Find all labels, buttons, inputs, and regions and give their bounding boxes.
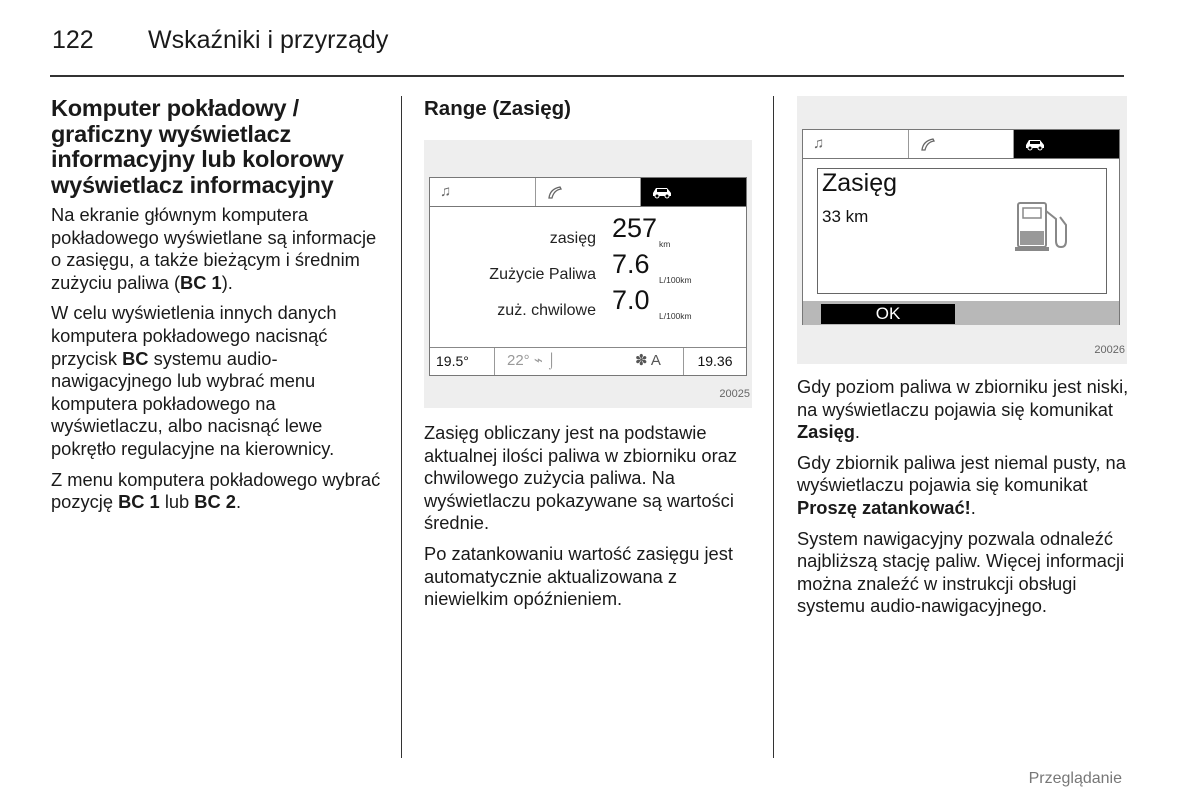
trip-row	[430, 249, 746, 288]
column-2	[424, 96, 754, 619]
page-header	[52, 26, 388, 56]
ok-bar	[803, 301, 1119, 325]
info-display	[802, 129, 1120, 325]
paragraph: Zasięg obliczany jest na podstawie aktualnej ilości paliwa w zbiorniku oraz chwilowego zużycia paliwa. Na wyświetlaczu pokazywane są wartości średnie.	[424, 422, 737, 534]
row-label: Zużycie Paliwa	[489, 266, 596, 283]
column-divider-1	[401, 96, 402, 758]
display-tabs	[803, 130, 1119, 159]
outside-temperature: 19.5°	[430, 348, 495, 375]
figure-code: 20026	[1094, 344, 1125, 357]
display-tabs	[430, 178, 746, 207]
tab-audio	[803, 130, 909, 158]
row-unit: km	[659, 239, 671, 249]
climate-setpoint: 22° ⌁ ⌡	[507, 352, 557, 370]
row-label: zasięg	[549, 230, 596, 247]
section-heading-range: Range (Zasięg)	[424, 97, 571, 120]
paragraph: W celu wyświetlenia innych danych komputera pokładowego nacisnąć przycisk BC systemu audio-nawigacyjnego lub wybrać menu komputera pokładowego na wyświetlaczu, albo nacisnąć lewe pokrętło regulacyjne na kierownicy.	[51, 302, 337, 459]
fuel-pump-icon	[1014, 197, 1072, 257]
row-unit: L/100km	[659, 275, 692, 285]
display-figure-low-fuel	[797, 96, 1127, 364]
paragraph: Gdy zbiornik paliwa jest niemal pusty, na wyświetlaczu pojawia się komunikat Proszę zatankować!.	[797, 451, 1126, 518]
message-range: 33 km	[822, 207, 869, 226]
climate-status-bar	[430, 347, 746, 375]
column-3	[797, 96, 1132, 626]
message-title: Zasięg	[822, 169, 898, 197]
tab-audio	[430, 178, 536, 206]
paragraph: Z menu komputera pokładowego wybrać pozycję BC 1 lub BC 2.	[51, 468, 381, 513]
row-value: 7.6	[612, 249, 650, 279]
trip-row	[430, 285, 746, 324]
display-figure-range	[424, 140, 752, 408]
clock: 19.36	[697, 353, 733, 370]
header-rule	[50, 75, 1124, 77]
paragraph: Gdy poziom paliwa w zbiorniku jest niski, na wyświetlaczu pojawia się komunikat Zasięg.	[797, 376, 1129, 443]
car-icon	[651, 185, 673, 199]
row-value: 257	[612, 213, 658, 243]
ok-button: OK	[821, 304, 955, 324]
tab-vehicle	[641, 178, 746, 206]
tab-phone	[536, 178, 642, 206]
row-unit: L/100km	[659, 311, 692, 321]
footer-label: Przeglądanie	[1028, 770, 1122, 787]
column-divider-2	[773, 96, 774, 758]
tab-vehicle	[1014, 130, 1119, 158]
row-label: zuż. chwilowe	[497, 302, 596, 319]
paragraph: System nawigacyjny pozwala odnaleźć najbliższą stację paliw. Więcej informacji można znaleźć w instrukcji obsługi systemu audio-nawigacyjnego.	[797, 527, 1125, 617]
paragraph: Po zatankowaniu wartość zasięgu jest automatycznie aktualizowana z niewielkim opóźnieniem.	[424, 542, 733, 610]
fan-mode: ✽ A	[635, 348, 684, 375]
phone-icon	[919, 136, 937, 152]
trip-values	[430, 213, 746, 324]
paragraph: Na ekranie głównym komputera pokładowego wyświetlane są informacje o zasięgu, a także bieżącym i średnim zużyciu paliwa (BC 1).	[51, 204, 377, 293]
figure-code: 20025	[719, 388, 750, 401]
column-1	[51, 96, 381, 522]
row-value: 7.0	[612, 285, 650, 315]
music-note-icon: ♫	[440, 182, 452, 200]
car-icon	[1024, 137, 1046, 151]
trip-row	[430, 213, 746, 252]
page-title: Wskaźniki i przyrządy	[148, 26, 389, 54]
page-number: 122	[52, 26, 94, 54]
low-fuel-message	[817, 168, 1107, 294]
info-display	[429, 177, 747, 376]
phone-icon	[546, 184, 564, 200]
music-note-icon: ♫	[813, 134, 825, 152]
section-heading: Komputer pokładowy / graficzny wyświetlacz informacyjny lub kolorowy wyświetlacz informacyjny	[51, 95, 344, 198]
tab-phone	[909, 130, 1015, 158]
